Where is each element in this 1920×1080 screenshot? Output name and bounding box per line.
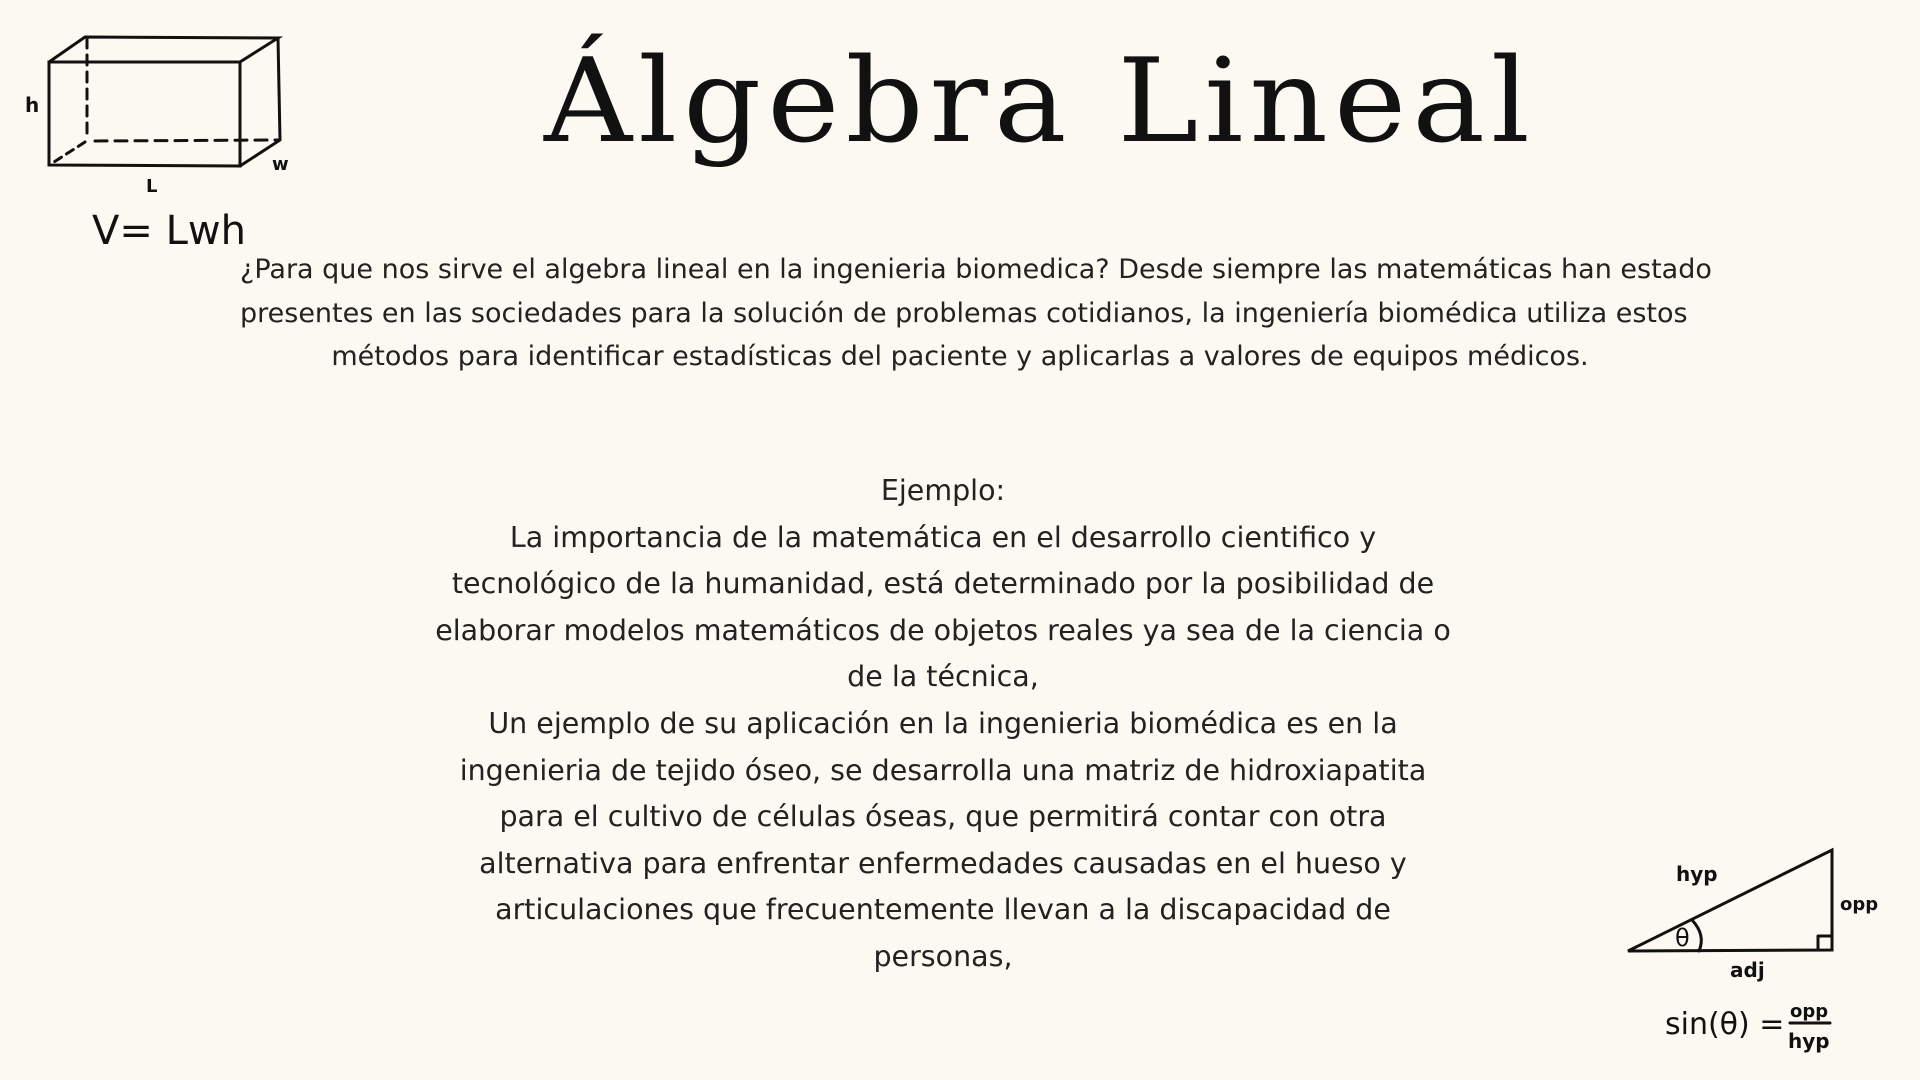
volume-formula: V= Lwh xyxy=(92,208,246,254)
example-section xyxy=(400,468,1486,981)
intro-line: presentes en las sociedades para la solución de problemas cotidianos, la ingeniería biomédica utiliza estos xyxy=(240,297,1688,329)
example-heading: Ejemplo: xyxy=(880,474,1006,507)
triangle-sketch xyxy=(1600,830,1880,1070)
example-line: articulaciones que frecuentemente llevan a la discapacidad de xyxy=(495,893,1391,927)
example-line: tecnológico de la humanidad, está determinado por la posibilidad de xyxy=(451,567,1435,601)
example-line: ingenieria de tejido óseo, se desarrolla una matriz de hidroxiapatita xyxy=(459,753,1427,787)
example-line: La importancia de la matemática en el desarrollo cientifico y xyxy=(509,520,1377,554)
length-label: L xyxy=(146,176,158,197)
opp-label: opp xyxy=(1840,894,1879,915)
page-title: Álgebra Lineal xyxy=(544,33,1536,169)
intro-paragraph xyxy=(240,248,1712,379)
intro-line: métodos para identificar estadísticas del paciente y aplicarlas a valores de equipos médicos. xyxy=(331,341,1589,372)
fraction-denominator: hyp xyxy=(1788,1029,1830,1053)
example-line: personas, xyxy=(873,939,1013,973)
example-line: para el cultivo de células óseas, que permitirá contar con otra xyxy=(499,800,1387,834)
height-label: h xyxy=(25,93,40,117)
sine-formula: sin(θ) = xyxy=(1665,1007,1785,1042)
fraction-numerator: opp xyxy=(1790,1001,1829,1022)
box-volume-sketch xyxy=(0,0,320,270)
theta-label: θ xyxy=(1675,924,1690,952)
intro-line: ¿Para que nos sirve el algebra lineal en la ingenieria biomedica? Desde siempre las matemáticas han estado xyxy=(240,254,1712,285)
example-line: Un ejemplo de su aplicación en la ingenieria biomédica es en la xyxy=(488,706,1398,740)
hyp-label: hyp xyxy=(1676,862,1718,886)
example-line: de la técnica, xyxy=(847,660,1039,694)
width-label: w xyxy=(272,154,289,175)
example-line: alternativa para enfrentar enfermedades causadas en el hueso y xyxy=(479,846,1407,880)
example-line: elaborar modelos matemáticos de objetos reales ya sea de la ciencia o xyxy=(435,613,1451,647)
adj-label: adj xyxy=(1730,958,1765,982)
